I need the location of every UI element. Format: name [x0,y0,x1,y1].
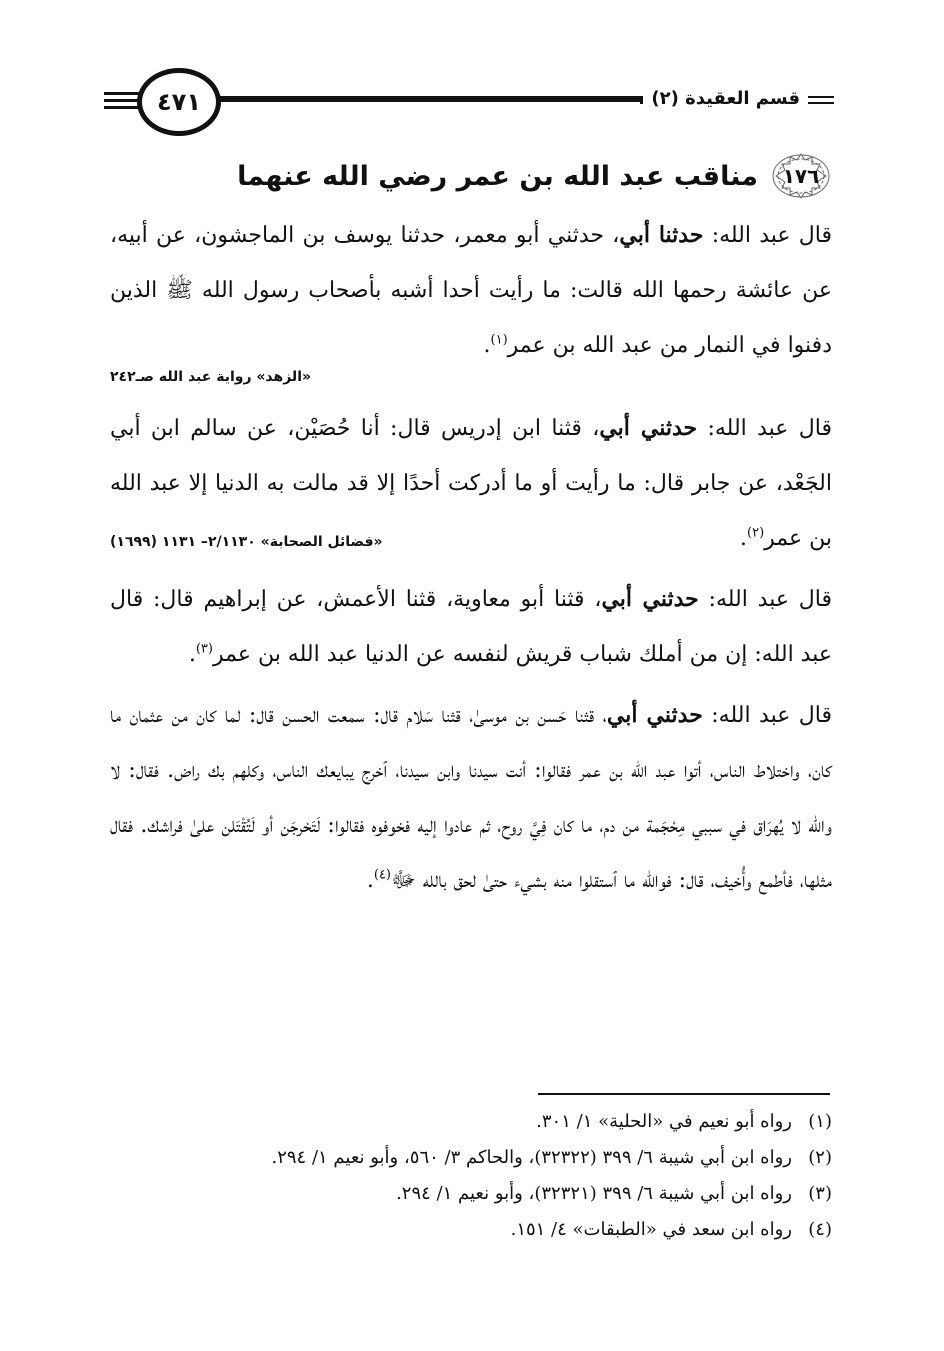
paragraph-end: . [366,868,374,893]
paragraph-text: ، حدثني أبو معمر، حدثنا يوسف بن الماجشون، عن أبيه، عن عائشة رحمها الله قالت: ما رأيت أحدا أشبه بأصحاب رسول الله ﷺ الذين دفنوا في النمار من عبد الله بن عمر [110,223,832,358]
section-title: مناقب عبد الله بن عمر رضي الله عنهما [237,160,758,192]
source-reference: «الزهد» رواية عبد الله صـ٢٤٢ [110,369,312,385]
footnote-ref: (٣) [195,641,213,657]
narrator-bold: حدثنا أبي [619,222,704,248]
paragraph-3 [110,572,832,682]
paragraph-text: ، قثنا حَسن بن موسىٰ، قثنا سَلام قال: سمعت الحسن قال: لما كان من عثمان ما كان، واختلاط الناس، أتوا عبد الله بن عمر فقالوا: أنت سيدنا وابن سيدنا، ٱخرج يبايعك الناس، وكلهم بك راض. فقال: لا والله لا يُهرَاق في سببي مِحْجَمة من دم، ما كان فِيَّ روح، ثم عادوا إليه فخوفوه فقالوا: لَتَخرجَن أو لَتُقْتَلن علىٰ فراشك. فقال مثلها، فأطمع وأُخيف، قال: فوالله ما ٱستقلوا منه بشيء حتىٰ لحق بالله ﷻ [110,703,832,893]
paragraph-2 [110,401,832,566]
paragraph-intro: قال عبد الله: [703,223,832,248]
narrator-bold: حدثني أبي [599,415,698,441]
footnote-text: رواه ابن أبي شيبة ٦/ ٣٩٩ (٣٢٣٢٢)، والحاكم ٣/ ٥٦٠، وأبو نعيم ١/ ٢٩٤. [271,1147,792,1168]
paragraph-text: ، قثنا ابن إدريس قال: أنا حُصَيْن، عن سالم ابن أبي الجَعْد، عن جابر قال: ما رأيت أو ما أدركت أحدًا إلا قد مالت به الدنيا إلا عبد الله بن عمر [110,416,832,551]
section-heading [237,152,832,200]
footnotes [110,1104,832,1248]
main-text [110,208,832,908]
footnote-text: رواه أبو نعيم في «الحلية» ١/ ٣٠١. [536,1111,792,1132]
footnote-number: (٢) [808,1147,832,1168]
paragraph-end: . [740,526,747,551]
section-number-ornament [770,152,832,200]
footnote-2 [110,1140,832,1176]
paragraph-intro: قال عبد الله: [698,587,833,612]
section-number: ١٧٦ [782,164,820,188]
footnote-1 [110,1104,832,1140]
footnote-4 [110,1212,832,1248]
footnote-number: (٣) [808,1183,832,1204]
footnote-text: رواه ابن أبي شيبة ٦/ ٣٩٩ (٣٢٣٢١)، وأبو نعيم ١/ ٢٩٤. [396,1183,792,1204]
footnote-ref: (٢) [747,525,765,541]
paragraph-4 [110,688,832,908]
source-reference-inline: «فضائل الصحابة» ٢/١١٣٠– ١١٣١ (١٦٩٩) [110,534,383,550]
paragraph-text: ، قثنا أبو معاوية، قثنا الأعمش، عن إبراهيم قال: قال عبد الله: إن من أملك شباب قريش لنفسه عن الدنيا عبد الله بن عمر [110,587,832,667]
paragraph-1 [110,208,832,373]
footnote-text: رواه ابن سعد في «الطبقات» ٤/ ١٥١. [510,1219,792,1240]
paragraph-intro: قال عبد الله: [697,416,832,441]
footnote-number: (٤) [808,1219,832,1240]
footnote-ref: (١) [490,332,508,348]
footnote-number: (١) [808,1111,832,1132]
footnote-ref: (٤) [373,867,391,883]
narrator-bold: حدثني أبي [601,586,699,612]
page-header [0,0,944,160]
narrator-bold: حدثني أبي [606,702,703,728]
footnote-3 [110,1176,832,1212]
paragraph-end: . [188,642,196,667]
footnote-separator [538,1093,830,1095]
header-rule-middle [210,96,650,102]
running-title: قسم العقيدة (٢) [643,88,808,109]
paragraph-intro: قال عبد الله: [702,703,832,728]
page-number: ٤٧١ [137,68,221,136]
paragraph-end: . [483,333,491,358]
